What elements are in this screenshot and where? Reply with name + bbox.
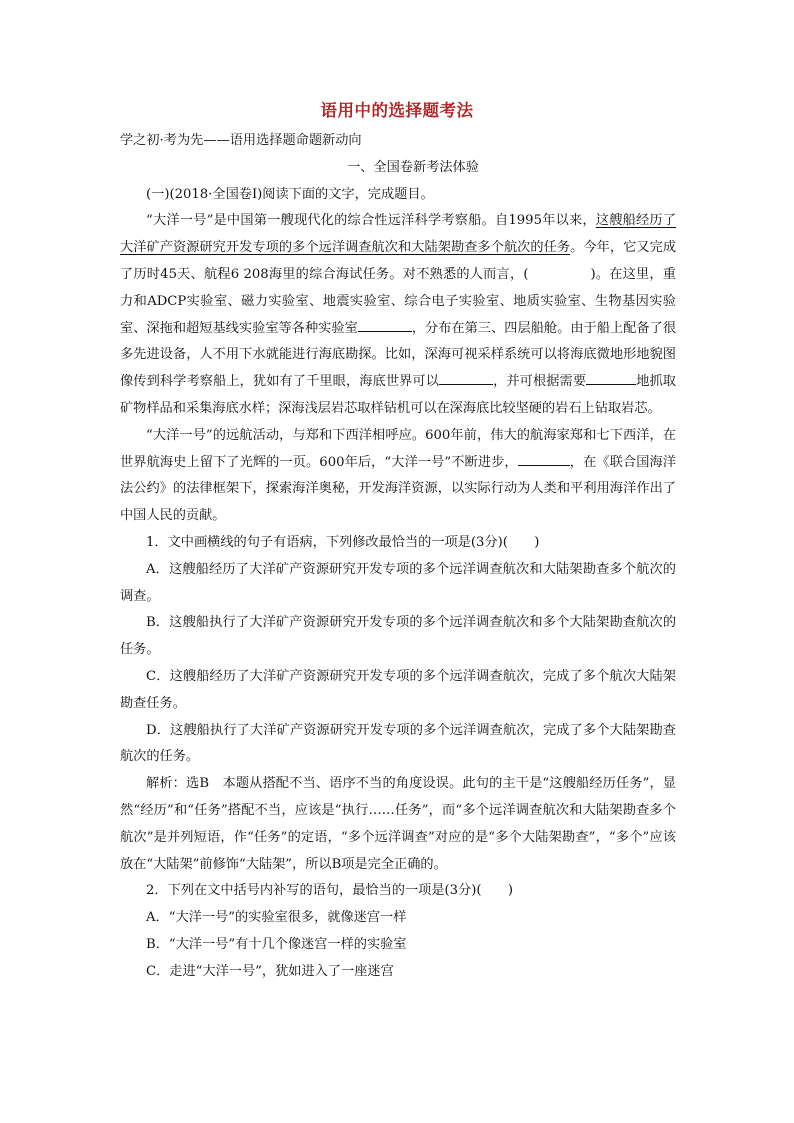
document-body — [120, 128, 676, 986]
question-2-option-a: A．“大洋一号”的实验室很多，就像迷宫一样 — [146, 910, 407, 926]
question-2: 2．下列在文中括号内补写的语句，最恰当的一项是(3分)( ) — [146, 883, 514, 899]
question-1-option-b: B．这艘船执行了大洋矿产资源研究开发专项的多个远洋调查航次和多个大陆架勘查航次的任务。 — [120, 615, 676, 658]
passage-text: )。在这里，重力和ADCP实验室、磁力实验室、地震实验室、综合电子实验室、地质实验室、生物基因实验室、深拖和超短基线实验室等各种实验室 — [120, 266, 676, 336]
question-2-option-b: B．“大洋一号”有十几个像迷宫一样的实验室 — [146, 936, 407, 952]
passage-text: ，在《联合国海洋法公约》的法律框架下，探索海洋奥秘，开发海洋资源，以实际行动为人类和平利用海洋作出了中国人民的贡献。 — [120, 454, 676, 524]
analysis-paragraph: 解析：选B 本题从搭配不当、语序不当的角度设误。此句的主干是“这艘船经历任务”，显然“经历”和“任务”搭配不当，应该是“执行……任务”，而“多个远洋调查航次和大陆架勘查多个航次”是并列短语，作“任务”的定语，“多个远洋调查”对应的是“多个大陆架勘查”，“多个”应该放在“大陆架”前修饰“大陆架”，所以B项是完全正确的。 — [120, 776, 676, 872]
passage-paragraph-2 — [120, 423, 676, 530]
question-1-option-a: A．这艘船经历了大洋矿产资源研究开发专项的多个远洋调查航次和大陆架勘查多个航次的调查。 — [120, 561, 676, 604]
section-heading: 一、全国卷新考法体验 — [347, 159, 479, 175]
fill-blank — [518, 451, 570, 466]
passage-text: 地抓取矿物样品和采集海底水样；深海浅层岩芯取样钻机可以在深海底比较坚硬的岩石上钻取岩芯。 — [120, 374, 676, 416]
passage-text: 。今年，它又完成了历时45天、航程6 208海里的综合海试任务。对不熟悉的人而言，( — [120, 240, 677, 282]
fill-blank — [439, 370, 493, 385]
underlined-sentence: 这艘船经历了大洋矿产资源研究开发专项的多个远洋调查航次和大陆架勘查多个航次的任务 — [120, 213, 677, 256]
passage-text: “大洋一号”的远航活动，与郑和下西洋相呼应。600年前，伟大的航海家郑和七下西洋，在世界航海史上留下了光辉的一页。600年后，“大洋一号”不断进步， — [120, 427, 676, 470]
subheader: 学之初·考为先——语用选择题命题新动向 — [120, 133, 362, 148]
question-1: 1．文中画横线的句子有语病，下列修改最恰当的一项是(3分)( ) — [146, 534, 540, 550]
intro-line: (一)(2018·全国卷Ⅰ)阅读下面的文字，完成题目。 — [146, 186, 434, 202]
fill-blank — [586, 370, 636, 385]
passage-text: ，分布在第三、四层船舱。由于船上配备了很多先进设备，人不用下水就能进行海底勘探。比如，深海可视采样系统可以将海底微地形地貌图像传到科学考察船上，犹如有了千里眼，海底世界可以 — [120, 320, 677, 390]
page-title: 语用中的选择题考法 — [320, 101, 474, 120]
passage-text: “大洋一号”是中国第一艘现代化的综合性远洋科学考察船。自1995年以来， — [146, 213, 596, 229]
passage-paragraph-1 — [120, 208, 676, 422]
fill-blank — [358, 317, 412, 332]
question-1-option-d: D．这艘船执行了大洋矿产资源研究开发专项的多个远洋调查航次，完成了多个大陆架勘查航次的任务。 — [120, 722, 676, 765]
question-2-option-c: C．走进“大洋一号”，犹如进入了一座迷宫 — [146, 963, 394, 979]
question-1-option-c: C．这艘船经历了大洋矿产资源研究开发专项的多个远洋调查航次，完成了多个航次大陆架勘查任务。 — [120, 668, 676, 711]
passage-text: ，并可根据需要 — [492, 374, 587, 390]
